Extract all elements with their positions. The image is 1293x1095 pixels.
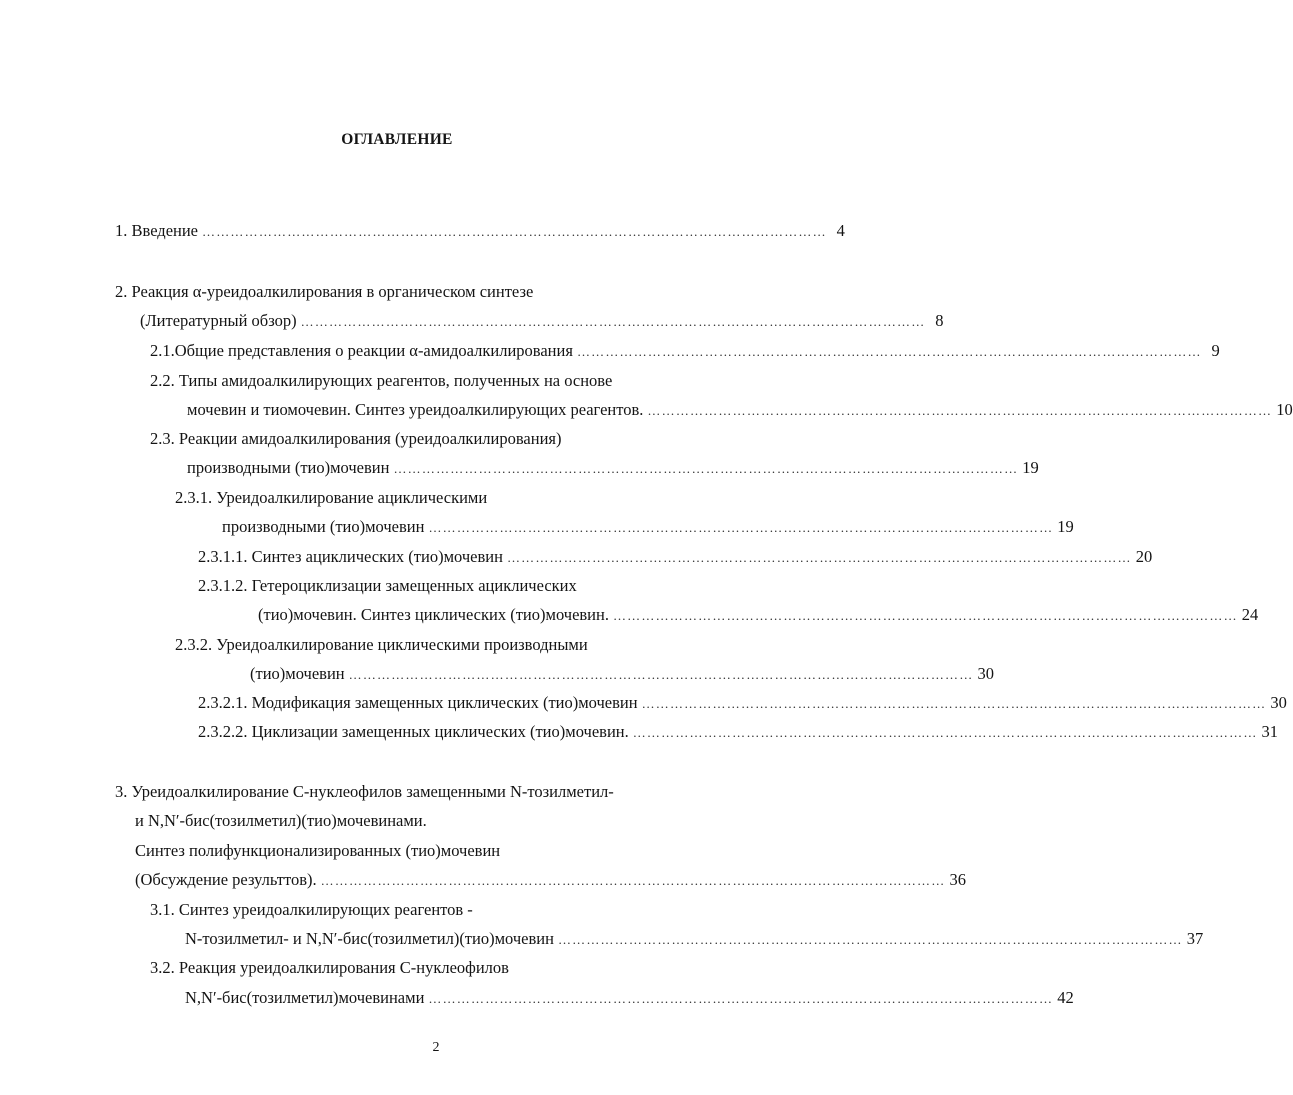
toc-entry-text: мочевин и тиомочевин. Синтез уреидоалкилирующих реагентов. [187, 400, 644, 419]
toc-entry-text: 2.3.1.1. Синтез ациклических (тио)мочевин [198, 547, 503, 566]
leader-dots: …………………………………………………………………………………………………………………… [320, 873, 946, 888]
toc-entry[interactable] [187, 399, 1293, 421]
toc-entry[interactable] [140, 310, 944, 332]
toc-entry-text: 3.2. Реакция уреидоалкилирования С-нуклеофилов [150, 958, 509, 977]
toc-entry[interactable] [135, 840, 748, 862]
toc-entry[interactable] [175, 487, 748, 509]
toc-entry[interactable] [115, 220, 845, 242]
toc-entry-text: Синтез полифункционализированных (тио)мочевин [135, 841, 501, 860]
leader-dots: …………………………………………………………………………………………………………………… [506, 550, 1132, 565]
toc-entry-text: (Литературный обзор) [140, 311, 297, 330]
toc-entry[interactable] [185, 987, 1074, 1009]
toc-entry-page: 42 [1057, 988, 1074, 1007]
toc-entry-text: 2.1.Общие представления о реакции α-амидоалкилирования [150, 341, 573, 360]
leader-dots: …………………………………………………………………………………………………………………… [202, 224, 827, 239]
toc-entry-text: N,N′-бис(тозилметил)мочевинами [185, 988, 425, 1007]
toc-entry[interactable] [198, 721, 1279, 743]
leader-dots: …………………………………………………………………………………………………………………… [428, 991, 1054, 1006]
toc-entry[interactable] [135, 810, 748, 832]
page-number: 2 [432, 1040, 440, 1055]
toc-entry-text: 2.3.2. Уреидоалкилирование циклическими производными [175, 635, 588, 654]
toc-entry-page: 20 [1135, 547, 1153, 566]
leader-dots: …………………………………………………………………………………………………………………… [300, 314, 926, 329]
toc-entry-text: 2.2. Типы амидоалкилирующих реагентов, полученных на основе [150, 371, 613, 390]
toc-entry[interactable] [258, 604, 1259, 626]
toc-entry[interactable] [198, 692, 1287, 714]
leader-dots: …………………………………………………………………………………………………………………… [641, 696, 1267, 711]
leader-dots: …………………………………………………………………………………………………………………… [557, 932, 1183, 947]
toc-entry-page: 30 [977, 664, 994, 683]
toc-entry-text: 1. Введение [115, 221, 199, 240]
toc-entry-page: 8 [935, 311, 944, 330]
leader-dots: …………………………………………………………………………………………………………………… [647, 403, 1273, 418]
toc-entry[interactable] [150, 370, 738, 392]
toc-entry-text: 3. Уреидоалкилирование С-нуклеофилов замещенными N-тозилметил- [115, 782, 614, 801]
toc-entry-page: 30 [1270, 693, 1287, 712]
toc-entry-page: 36 [949, 870, 966, 889]
toc-entry[interactable] [175, 634, 748, 656]
toc-entry-text: 2.3. Реакции амидоалкилирования (уреидоалкилирования) [150, 429, 562, 448]
toc-entry-text: (тио)мочевин. Синтез циклических (тио)мочевин. [258, 605, 609, 624]
toc-entry[interactable] [198, 575, 748, 597]
toc-entry[interactable] [250, 663, 994, 685]
toc-entry[interactable] [115, 281, 737, 303]
toc-entry[interactable] [150, 428, 738, 450]
toc-entry-text: 2.3.1. Уреидоалкилирование ациклическими [175, 488, 488, 507]
leader-dots: …………………………………………………………………………………………………………………… [428, 520, 1054, 535]
toc-entry-page: 10 [1276, 400, 1293, 419]
toc-entry[interactable] [150, 957, 748, 979]
leader-dots: …………………………………………………………………………………………………………………… [576, 344, 1202, 359]
toc-entry-text: производными (тио)мочевин [187, 458, 390, 477]
toc-title: ОГЛАВЛЕНИЕ [341, 131, 453, 148]
toc-entry-text: 2.3.2.2. Циклизации замещенных циклических (тио)мочевин. [198, 722, 629, 741]
toc-entry-text: N-тозилметил- и N,N′-бис(тозилметил)(тио)мочевин [185, 929, 554, 948]
toc-entry[interactable] [150, 899, 748, 921]
toc-entry-text: 3.1. Синтез уреидоалкилирующих реагентов - [150, 900, 473, 919]
toc-entry-text: (тио)мочевин [250, 664, 345, 683]
toc-entry-page: 9 [1211, 341, 1220, 360]
toc-entry-page: 4 [836, 221, 845, 240]
toc-entry[interactable] [187, 457, 1039, 479]
toc-entry[interactable] [150, 340, 1220, 362]
leader-dots: …………………………………………………………………………………………………………………… [348, 667, 974, 682]
toc-entry[interactable] [185, 928, 1204, 950]
toc-entry-page: 31 [1261, 722, 1279, 741]
toc-entry-page: 24 [1241, 605, 1259, 624]
leader-dots: …………………………………………………………………………………………………………………… [393, 461, 1019, 476]
toc-entry[interactable] [135, 869, 966, 891]
toc-entry-page: 19 [1022, 458, 1039, 477]
toc-entry-text: 2.3.2.1. Модификация замещенных циклических (тио)мочевин [198, 693, 638, 712]
toc-entry-text: 2.3.1.2. Гетероциклизации замещенных ациклических [198, 576, 577, 595]
toc-entry-page: 19 [1057, 517, 1074, 536]
toc-entry[interactable] [222, 516, 1074, 538]
leader-dots: …………………………………………………………………………………………………………………… [632, 725, 1258, 740]
toc-entry-text: 2. Реакция α-уреидоалкилирования в органическом синтезе [115, 282, 534, 301]
toc-entry[interactable] [198, 546, 1153, 568]
toc-entry-page: 37 [1186, 929, 1204, 948]
toc-entry-text: (Обсуждение результтов). [135, 870, 317, 889]
toc-entry-text: и N,N′-бис(тозилметил)(тио)мочевинами. [135, 811, 427, 830]
toc-entry-text: производными (тио)мочевин [222, 517, 425, 536]
leader-dots: …………………………………………………………………………………………………………………… [612, 608, 1238, 623]
toc-entry[interactable] [115, 781, 748, 803]
